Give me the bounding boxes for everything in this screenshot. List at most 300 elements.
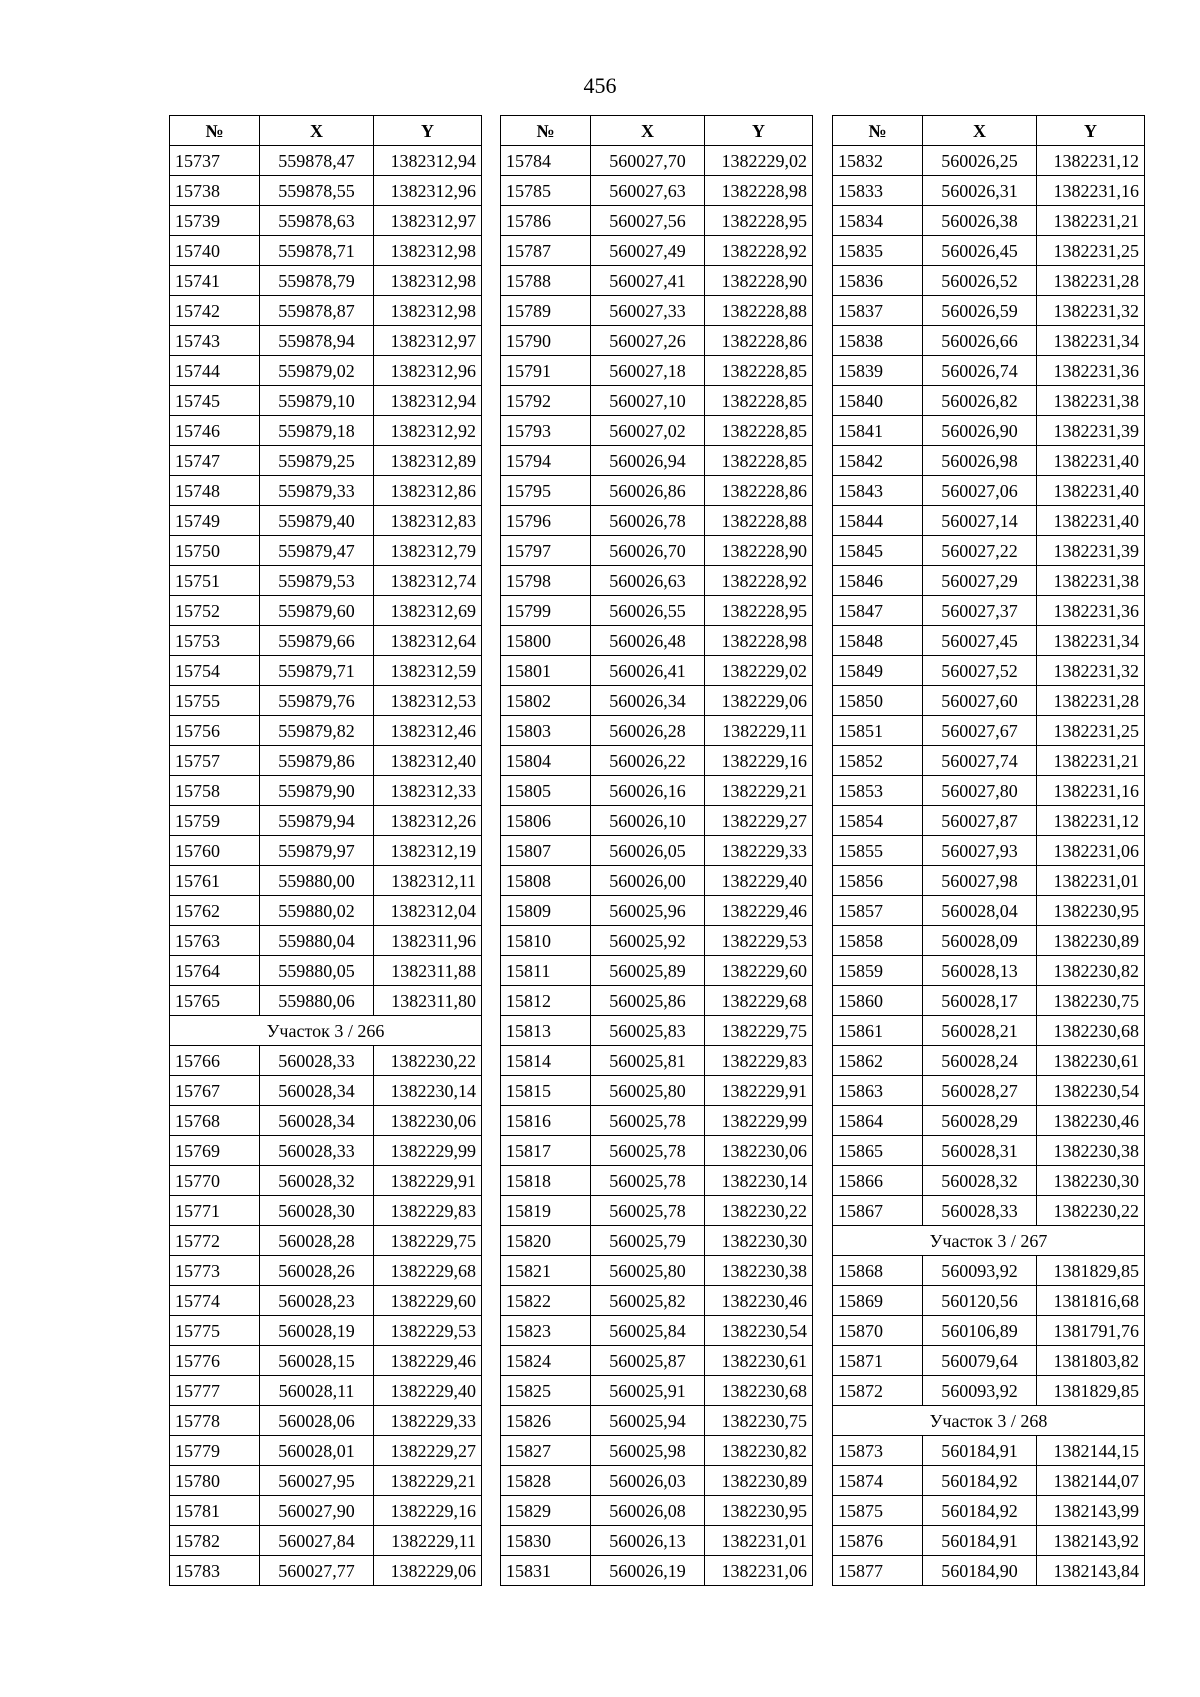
y-coordinate-cell: 1382229,02 <box>705 656 813 686</box>
y-coordinate-cell: 1382231,01 <box>1037 866 1145 896</box>
point-number-cell: 15842 <box>833 446 923 476</box>
x-coordinate-cell: 559880,04 <box>260 926 374 956</box>
point-number-cell: 15850 <box>833 686 923 716</box>
y-coordinate-cell: 1382312,69 <box>374 596 482 626</box>
table-row <box>833 926 1145 956</box>
x-coordinate-cell: 560025,91 <box>591 1376 705 1406</box>
y-coordinate-cell: 1382312,96 <box>374 356 482 386</box>
point-number-cell: 15860 <box>833 986 923 1016</box>
y-coordinate-cell: 1382231,40 <box>1037 506 1145 536</box>
table-row <box>501 866 813 896</box>
y-coordinate-cell: 1382229,33 <box>374 1406 482 1436</box>
y-coordinate-cell: 1382230,75 <box>1037 986 1145 1016</box>
table-row <box>833 176 1145 206</box>
x-coordinate-cell: 560027,06 <box>923 476 1037 506</box>
y-coordinate-cell: 1382311,80 <box>374 986 482 1016</box>
x-coordinate-cell: 560026,94 <box>591 446 705 476</box>
point-number-cell: 15844 <box>833 506 923 536</box>
y-coordinate-cell: 1382231,40 <box>1037 476 1145 506</box>
table-row <box>501 386 813 416</box>
x-coordinate-cell: 560025,81 <box>591 1046 705 1076</box>
y-coordinate-cell: 1382230,38 <box>1037 1136 1145 1166</box>
x-coordinate-cell: 559879,25 <box>260 446 374 476</box>
x-coordinate-cell: 560025,94 <box>591 1406 705 1436</box>
x-coordinate-cell: 560027,18 <box>591 356 705 386</box>
point-number-cell: 15814 <box>501 1046 591 1076</box>
point-number-cell: 15863 <box>833 1076 923 1106</box>
point-number-cell: 15819 <box>501 1196 591 1226</box>
x-coordinate-cell: 560027,93 <box>923 836 1037 866</box>
page-number: 456 <box>583 73 617 98</box>
point-number-cell: 15756 <box>170 716 260 746</box>
table-row <box>833 806 1145 836</box>
point-number-cell: 15828 <box>501 1466 591 1496</box>
x-coordinate-cell: 560026,22 <box>591 746 705 776</box>
table-row <box>833 1346 1145 1376</box>
y-coordinate-cell: 1382229,40 <box>705 866 813 896</box>
x-coordinate-cell: 560028,21 <box>923 1016 1037 1046</box>
point-number-cell: 15742 <box>170 296 260 326</box>
coordinate-table-2 <box>500 115 813 1586</box>
point-number-cell: 15761 <box>170 866 260 896</box>
x-coordinate-cell: 560093,92 <box>923 1256 1037 1286</box>
y-coordinate-cell: 1382312,94 <box>374 146 482 176</box>
table-row <box>833 866 1145 896</box>
y-coordinate-cell: 1382231,36 <box>1037 356 1145 386</box>
table-row <box>170 986 482 1016</box>
point-number-cell: 15837 <box>833 296 923 326</box>
point-number-cell: 15791 <box>501 356 591 386</box>
x-coordinate-cell: 560027,84 <box>260 1526 374 1556</box>
table-row <box>501 716 813 746</box>
x-coordinate-cell: 560025,79 <box>591 1226 705 1256</box>
point-number-cell: 15876 <box>833 1526 923 1556</box>
point-number-cell: 15745 <box>170 386 260 416</box>
x-coordinate-cell: 559879,90 <box>260 776 374 806</box>
x-coordinate-cell: 560027,77 <box>260 1556 374 1586</box>
y-coordinate-cell: 1382231,12 <box>1037 806 1145 836</box>
x-coordinate-cell: 560026,59 <box>923 296 1037 326</box>
y-coordinate-cell: 1382230,68 <box>1037 1016 1145 1046</box>
point-number-cell: 15801 <box>501 656 591 686</box>
table-row <box>170 1496 482 1526</box>
table-row <box>170 146 482 176</box>
y-coordinate-cell: 1382312,26 <box>374 806 482 836</box>
point-number-cell: 15835 <box>833 236 923 266</box>
point-number-cell: 15776 <box>170 1346 260 1376</box>
x-coordinate-cell: 560028,04 <box>923 896 1037 926</box>
table-row <box>833 266 1145 296</box>
x-coordinate-cell: 560028,29 <box>923 1106 1037 1136</box>
table-row <box>170 386 482 416</box>
table-row <box>833 1496 1145 1526</box>
y-coordinate-cell: 1382230,22 <box>374 1046 482 1076</box>
y-coordinate-cell: 1382312,89 <box>374 446 482 476</box>
x-coordinate-cell: 560026,48 <box>591 626 705 656</box>
x-coordinate-cell: 560026,05 <box>591 836 705 866</box>
x-coordinate-cell: 559879,18 <box>260 416 374 446</box>
table-row <box>170 476 482 506</box>
x-coordinate-cell: 560028,15 <box>260 1346 374 1376</box>
y-coordinate-cell: 1382144,15 <box>1037 1436 1145 1466</box>
point-number-cell: 15832 <box>833 146 923 176</box>
point-number-cell: 15815 <box>501 1076 591 1106</box>
table-row <box>501 506 813 536</box>
x-coordinate-cell: 560028,11 <box>260 1376 374 1406</box>
table-row <box>833 1286 1145 1316</box>
point-number-cell: 15790 <box>501 326 591 356</box>
table-row <box>170 896 482 926</box>
table-row <box>501 836 813 866</box>
y-coordinate-cell: 1382312,04 <box>374 896 482 926</box>
table-row <box>501 1346 813 1376</box>
y-coordinate-cell: 1382229,27 <box>374 1436 482 1466</box>
point-number-cell: 15841 <box>833 416 923 446</box>
point-number-cell: 15809 <box>501 896 591 926</box>
point-number-cell: 15869 <box>833 1286 923 1316</box>
x-coordinate-cell: 560184,91 <box>923 1526 1037 1556</box>
point-number-cell: 15812 <box>501 986 591 1016</box>
point-number-cell: 15855 <box>833 836 923 866</box>
point-number-cell: 15800 <box>501 626 591 656</box>
y-coordinate-cell: 1382230,38 <box>705 1256 813 1286</box>
table-row <box>501 1466 813 1496</box>
y-coordinate-cell: 1382229,06 <box>374 1556 482 1586</box>
table-row <box>501 536 813 566</box>
point-number-cell: 15757 <box>170 746 260 776</box>
table-header-row <box>833 116 1145 146</box>
y-coordinate-cell: 1382312,94 <box>374 386 482 416</box>
x-coordinate-cell: 560184,92 <box>923 1466 1037 1496</box>
x-coordinate-cell: 560026,70 <box>591 536 705 566</box>
table-row <box>170 446 482 476</box>
column-header-number: № <box>170 116 260 146</box>
point-number-cell: 15823 <box>501 1316 591 1346</box>
table-row <box>501 1256 813 1286</box>
table-row <box>170 686 482 716</box>
point-number-cell: 15866 <box>833 1166 923 1196</box>
point-number-cell: 15873 <box>833 1436 923 1466</box>
table-row <box>501 1406 813 1436</box>
x-coordinate-cell: 560027,41 <box>591 266 705 296</box>
x-coordinate-cell: 560025,78 <box>591 1196 705 1226</box>
point-number-cell: 15821 <box>501 1256 591 1286</box>
y-coordinate-cell: 1381791,76 <box>1037 1316 1145 1346</box>
y-coordinate-cell: 1382312,83 <box>374 506 482 536</box>
x-coordinate-cell: 560025,78 <box>591 1136 705 1166</box>
y-coordinate-cell: 1382229,60 <box>374 1286 482 1316</box>
x-coordinate-cell: 560026,55 <box>591 596 705 626</box>
point-number-cell: 15746 <box>170 416 260 446</box>
table-row <box>170 176 482 206</box>
point-number-cell: 15829 <box>501 1496 591 1526</box>
x-coordinate-cell: 559879,33 <box>260 476 374 506</box>
table-row <box>170 776 482 806</box>
x-coordinate-cell: 560028,24 <box>923 1046 1037 1076</box>
point-number-cell: 15799 <box>501 596 591 626</box>
y-coordinate-cell: 1382231,21 <box>1037 206 1145 236</box>
table-row <box>833 1106 1145 1136</box>
x-coordinate-cell: 559880,05 <box>260 956 374 986</box>
table-row <box>501 1046 813 1076</box>
y-coordinate-cell: 1382230,22 <box>705 1196 813 1226</box>
y-coordinate-cell: 1382230,46 <box>1037 1106 1145 1136</box>
x-coordinate-cell: 560028,23 <box>260 1286 374 1316</box>
x-coordinate-cell: 559879,02 <box>260 356 374 386</box>
point-number-cell: 15738 <box>170 176 260 206</box>
y-coordinate-cell: 1382229,11 <box>705 716 813 746</box>
point-number-cell: 15779 <box>170 1436 260 1466</box>
table-row <box>170 1226 482 1256</box>
point-number-cell: 15754 <box>170 656 260 686</box>
x-coordinate-cell: 559879,66 <box>260 626 374 656</box>
y-coordinate-cell: 1382229,68 <box>374 1256 482 1286</box>
y-coordinate-cell: 1382231,34 <box>1037 326 1145 356</box>
x-coordinate-cell: 560026,13 <box>591 1526 705 1556</box>
y-coordinate-cell: 1382230,61 <box>1037 1046 1145 1076</box>
x-coordinate-cell: 559878,79 <box>260 266 374 296</box>
point-number-cell: 15831 <box>501 1556 591 1586</box>
table-row <box>501 806 813 836</box>
section-title: Участок 3 / 268 <box>833 1406 1145 1436</box>
table-row <box>501 626 813 656</box>
point-number-cell: 15798 <box>501 566 591 596</box>
point-number-cell: 15845 <box>833 536 923 566</box>
x-coordinate-cell: 560184,92 <box>923 1496 1037 1526</box>
x-coordinate-cell: 560027,02 <box>591 416 705 446</box>
point-number-cell: 15805 <box>501 776 591 806</box>
x-coordinate-cell: 560028,17 <box>923 986 1037 1016</box>
table-row <box>170 1286 482 1316</box>
table-row <box>170 1166 482 1196</box>
x-coordinate-cell: 560025,83 <box>591 1016 705 1046</box>
x-coordinate-cell: 560026,28 <box>591 716 705 746</box>
table-row <box>170 1376 482 1406</box>
point-number-cell: 15856 <box>833 866 923 896</box>
table-row <box>833 1076 1145 1106</box>
point-number-cell: 15762 <box>170 896 260 926</box>
x-coordinate-cell: 560028,33 <box>260 1046 374 1076</box>
y-coordinate-cell: 1382228,85 <box>705 356 813 386</box>
y-coordinate-cell: 1382230,82 <box>1037 956 1145 986</box>
point-number-cell: 15768 <box>170 1106 260 1136</box>
x-coordinate-cell: 560028,32 <box>923 1166 1037 1196</box>
x-coordinate-cell: 560028,34 <box>260 1106 374 1136</box>
point-number-cell: 15752 <box>170 596 260 626</box>
table-row <box>170 1196 482 1226</box>
point-number-cell: 15797 <box>501 536 591 566</box>
table-row <box>833 1376 1145 1406</box>
table-row <box>833 1526 1145 1556</box>
y-coordinate-cell: 1382231,21 <box>1037 746 1145 776</box>
y-coordinate-cell: 1382228,95 <box>705 596 813 626</box>
table-row <box>501 176 813 206</box>
table-row <box>833 506 1145 536</box>
point-number-cell: 15804 <box>501 746 591 776</box>
table-row <box>501 1376 813 1406</box>
y-coordinate-cell: 1382229,33 <box>705 836 813 866</box>
x-coordinate-cell: 560026,31 <box>923 176 1037 206</box>
y-coordinate-cell: 1382312,64 <box>374 626 482 656</box>
x-coordinate-cell: 560027,74 <box>923 746 1037 776</box>
table-row <box>170 326 482 356</box>
column-header-y: Y <box>374 116 482 146</box>
x-coordinate-cell: 560028,09 <box>923 926 1037 956</box>
table-row <box>833 1196 1145 1226</box>
x-coordinate-cell: 560027,37 <box>923 596 1037 626</box>
y-coordinate-cell: 1382229,46 <box>705 896 813 926</box>
y-coordinate-cell: 1382229,75 <box>374 1226 482 1256</box>
point-number-cell: 15743 <box>170 326 260 356</box>
y-coordinate-cell: 1382229,27 <box>705 806 813 836</box>
x-coordinate-cell: 560026,10 <box>591 806 705 836</box>
y-coordinate-cell: 1382228,86 <box>705 476 813 506</box>
table-row <box>170 956 482 986</box>
point-number-cell: 15875 <box>833 1496 923 1526</box>
table-row <box>170 296 482 326</box>
y-coordinate-cell: 1382230,89 <box>1037 926 1145 956</box>
point-number-cell: 15810 <box>501 926 591 956</box>
table-row <box>833 1466 1145 1496</box>
table-row <box>501 1526 813 1556</box>
point-number-cell: 15862 <box>833 1046 923 1076</box>
x-coordinate-cell: 560025,84 <box>591 1316 705 1346</box>
section-title: Участок 3 / 266 <box>170 1016 482 1046</box>
table-row <box>170 1556 482 1586</box>
table-row <box>501 326 813 356</box>
y-coordinate-cell: 1382312,98 <box>374 296 482 326</box>
y-coordinate-cell: 1382228,92 <box>705 236 813 266</box>
table-row <box>170 1526 482 1556</box>
x-coordinate-cell: 560028,30 <box>260 1196 374 1226</box>
y-coordinate-cell: 1382231,28 <box>1037 686 1145 716</box>
column-header-y: Y <box>1037 116 1145 146</box>
point-number-cell: 15753 <box>170 626 260 656</box>
point-number-cell: 15839 <box>833 356 923 386</box>
y-coordinate-cell: 1382229,53 <box>374 1316 482 1346</box>
point-number-cell: 15861 <box>833 1016 923 1046</box>
y-coordinate-cell: 1382228,85 <box>705 416 813 446</box>
x-coordinate-cell: 560026,98 <box>923 446 1037 476</box>
y-coordinate-cell: 1382229,40 <box>374 1376 482 1406</box>
x-coordinate-cell: 560026,16 <box>591 776 705 806</box>
x-coordinate-cell: 560093,92 <box>923 1376 1037 1406</box>
y-coordinate-cell: 1382229,68 <box>705 986 813 1016</box>
point-number-cell: 15760 <box>170 836 260 866</box>
y-coordinate-cell: 1382231,28 <box>1037 266 1145 296</box>
point-number-cell: 15780 <box>170 1466 260 1496</box>
table-row <box>501 956 813 986</box>
table-row <box>170 536 482 566</box>
table-row <box>833 956 1145 986</box>
y-coordinate-cell: 1382228,98 <box>705 176 813 206</box>
point-number-cell: 15851 <box>833 716 923 746</box>
y-coordinate-cell: 1381803,82 <box>1037 1346 1145 1376</box>
y-coordinate-cell: 1382143,99 <box>1037 1496 1145 1526</box>
table-row <box>170 806 482 836</box>
table-row <box>170 1256 482 1286</box>
table-row <box>501 266 813 296</box>
table-row <box>833 686 1145 716</box>
x-coordinate-cell: 560027,98 <box>923 866 1037 896</box>
x-coordinate-cell: 560027,22 <box>923 536 1037 566</box>
y-coordinate-cell: 1382312,96 <box>374 176 482 206</box>
y-coordinate-cell: 1382231,16 <box>1037 776 1145 806</box>
point-number-cell: 15803 <box>501 716 591 746</box>
x-coordinate-cell: 560025,89 <box>591 956 705 986</box>
column-header-y: Y <box>705 116 813 146</box>
point-number-cell: 15784 <box>501 146 591 176</box>
x-coordinate-cell: 560025,78 <box>591 1166 705 1196</box>
table-row <box>833 326 1145 356</box>
table-row <box>501 416 813 446</box>
x-coordinate-cell: 559879,94 <box>260 806 374 836</box>
table-row <box>833 836 1145 866</box>
y-coordinate-cell: 1381829,85 <box>1037 1376 1145 1406</box>
y-coordinate-cell: 1382228,86 <box>705 326 813 356</box>
table-row <box>833 596 1145 626</box>
point-number-cell: 15826 <box>501 1406 591 1436</box>
coordinate-table-1 <box>169 115 482 1586</box>
point-number-cell: 15770 <box>170 1166 260 1196</box>
table-row <box>501 296 813 326</box>
x-coordinate-cell: 560026,82 <box>923 386 1037 416</box>
x-coordinate-cell: 560079,64 <box>923 1346 1037 1376</box>
x-coordinate-cell: 560028,34 <box>260 1076 374 1106</box>
y-coordinate-cell: 1382230,54 <box>705 1316 813 1346</box>
point-number-cell: 15867 <box>833 1196 923 1226</box>
point-number-cell: 15833 <box>833 176 923 206</box>
point-number-cell: 15785 <box>501 176 591 206</box>
table-row <box>170 866 482 896</box>
y-coordinate-cell: 1382231,06 <box>705 1556 813 1586</box>
x-coordinate-cell: 560026,45 <box>923 236 1037 266</box>
y-coordinate-cell: 1382228,90 <box>705 266 813 296</box>
point-number-cell: 15749 <box>170 506 260 536</box>
table-row <box>833 1136 1145 1166</box>
point-number-cell: 15774 <box>170 1286 260 1316</box>
point-number-cell: 15827 <box>501 1436 591 1466</box>
x-coordinate-cell: 560026,25 <box>923 146 1037 176</box>
point-number-cell: 15741 <box>170 266 260 296</box>
x-coordinate-cell: 560028,01 <box>260 1436 374 1466</box>
y-coordinate-cell: 1382311,88 <box>374 956 482 986</box>
x-coordinate-cell: 560027,95 <box>260 1466 374 1496</box>
x-coordinate-cell: 560025,78 <box>591 1106 705 1136</box>
y-coordinate-cell: 1382231,39 <box>1037 536 1145 566</box>
table-row <box>170 356 482 386</box>
point-number-cell: 15806 <box>501 806 591 836</box>
x-coordinate-cell: 560026,00 <box>591 866 705 896</box>
x-coordinate-cell: 560025,87 <box>591 1346 705 1376</box>
y-coordinate-cell: 1382230,95 <box>1037 896 1145 926</box>
table-row <box>501 1136 813 1166</box>
x-coordinate-cell: 560026,08 <box>591 1496 705 1526</box>
table-row <box>501 686 813 716</box>
table-row <box>833 386 1145 416</box>
table-row <box>170 1316 482 1346</box>
x-coordinate-cell: 560027,87 <box>923 806 1037 836</box>
y-coordinate-cell: 1382230,06 <box>705 1136 813 1166</box>
x-coordinate-cell: 560027,26 <box>591 326 705 356</box>
y-coordinate-cell: 1382229,21 <box>374 1466 482 1496</box>
point-number-cell: 15868 <box>833 1256 923 1286</box>
x-coordinate-cell: 560184,90 <box>923 1556 1037 1586</box>
x-coordinate-cell: 560025,82 <box>591 1286 705 1316</box>
y-coordinate-cell: 1382231,36 <box>1037 596 1145 626</box>
point-number-cell: 15818 <box>501 1166 591 1196</box>
y-coordinate-cell: 1382312,92 <box>374 416 482 446</box>
